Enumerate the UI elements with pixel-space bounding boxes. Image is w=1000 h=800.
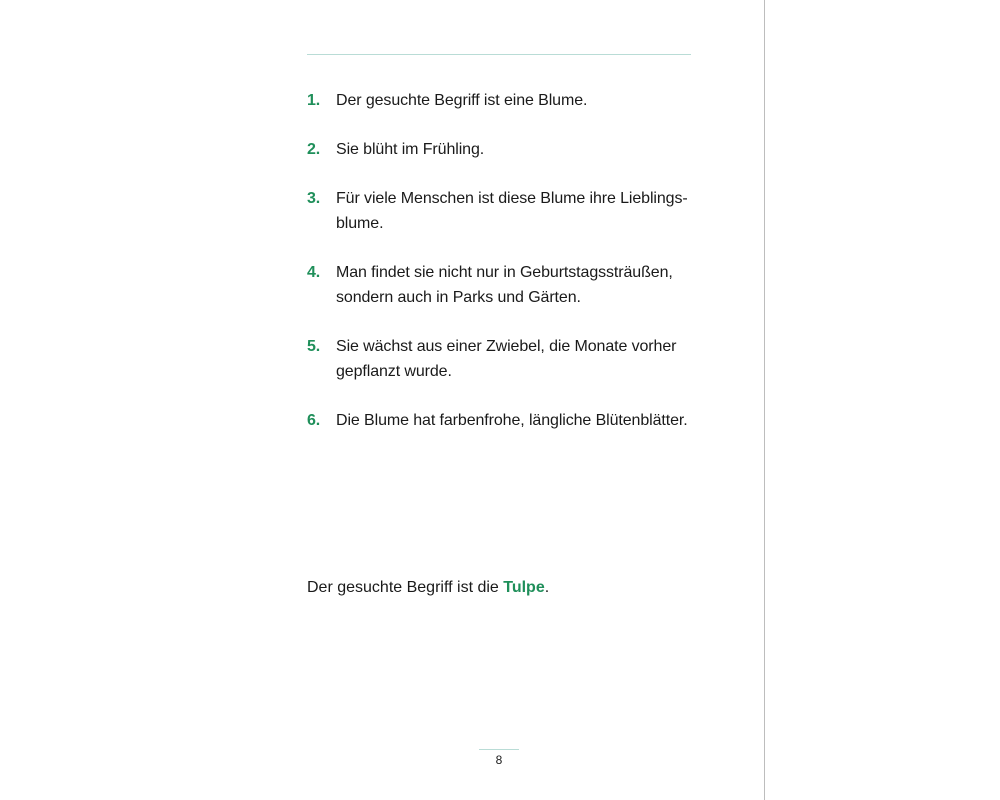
answer-suffix: . <box>544 579 550 596</box>
answer-sentence <box>307 575 549 600</box>
answer-prefix: Der gesuchte Begriff ist die <box>307 579 504 596</box>
clue-number: 3. <box>307 190 321 207</box>
clue-item <box>307 260 707 310</box>
clue-text: Man findet sie nicht nur in Geburtstagssträußen, sondern auch in Parks und Gärten. <box>336 264 673 306</box>
clue-number: 5. <box>307 338 321 355</box>
clue-item <box>307 334 707 384</box>
footer-divider <box>479 749 519 750</box>
clue-item <box>307 408 707 433</box>
page-number: 8 <box>495 753 503 767</box>
top-divider <box>307 54 691 55</box>
clue-text: Der gesuchte Begriff ist eine Blume. <box>336 92 588 109</box>
clue-number: 2. <box>307 141 321 158</box>
clue-item <box>307 137 707 162</box>
clue-list <box>307 88 707 457</box>
clue-number: 1. <box>307 92 321 109</box>
clue-number: 6. <box>307 412 321 429</box>
clue-text: Für viele Menschen ist diese Blume ihre Lieblings- blume. <box>336 190 688 232</box>
clue-number: 4. <box>307 264 321 281</box>
clue-item <box>307 88 707 113</box>
clue-item <box>307 186 707 236</box>
clue-text: Sie wächst aus einer Zwiebel, die Monate vorher gepflanzt wurde. <box>336 338 677 380</box>
clue-text: Die Blume hat farbenfrohe, längliche Blütenblätter. <box>336 412 688 429</box>
answer-word: Tulpe <box>503 579 545 596</box>
page-edge-divider <box>764 0 765 800</box>
clue-text: Sie blüht im Frühling. <box>336 141 485 158</box>
